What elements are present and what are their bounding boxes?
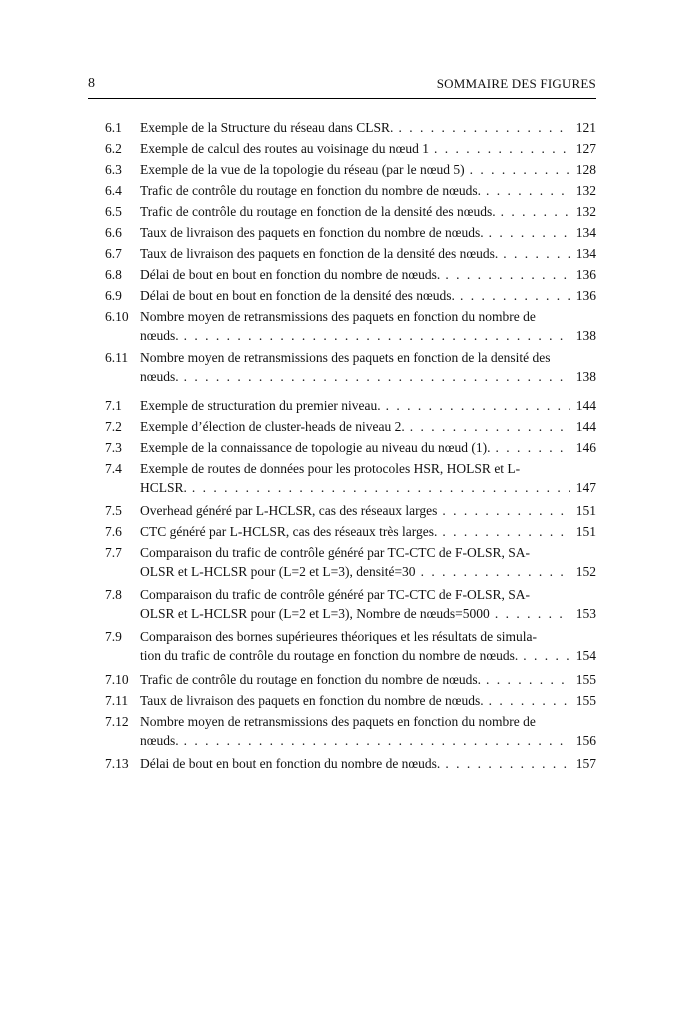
figure-caption: [140, 522, 596, 541]
dot-leader: [429, 139, 570, 158]
dot-leader: [440, 265, 569, 284]
dot-leader: [490, 604, 570, 623]
caption-line: Nombre moyen de retransmissions des paquets en fonction de la densité des: [140, 350, 551, 365]
figure-number: 6.1: [105, 120, 122, 135]
page-ref[interactable]: 151: [575, 503, 596, 518]
page-ref[interactable]: 132: [575, 183, 596, 198]
caption-line: Exemple de calcul des routes au voisinage du nœud 1: [140, 141, 430, 156]
caption-line: Taux de livraison des paquets en fonction de la densité des nœuds.: [140, 246, 499, 261]
figure-number: 7.4: [105, 461, 122, 476]
caption-line: Comparaison du trafic de contrôle généré par TC-CTC de F-OLSR, SA-: [140, 587, 531, 602]
caption-line: Trafic de contrôle du routage en fonction du nombre de nœuds.: [140, 672, 482, 687]
dot-leader: [481, 181, 570, 200]
figure-number: 6.11: [105, 350, 129, 365]
caption-line: Nombre moyen de retransmissions des paquets en fonction du nombre de: [140, 714, 536, 729]
dot-leader: [405, 417, 570, 436]
page-ref[interactable]: 156: [575, 733, 596, 748]
figure-caption: [140, 670, 596, 689]
figure-caption: [140, 202, 596, 221]
caption-line: Trafic de contrôle du routage en fonction de la densité des nœuds.: [140, 204, 496, 219]
page-ref[interactable]: 138: [575, 369, 596, 384]
caption-line: Délai de bout en bout en fonction de la densité des nœuds.: [140, 288, 455, 303]
figure-caption: [140, 459, 596, 497]
page-header: [88, 76, 596, 94]
dot-leader: [393, 118, 569, 137]
dot-leader: [381, 396, 570, 415]
figure-caption: [140, 417, 596, 436]
page-ref[interactable]: 146: [575, 440, 596, 455]
caption-line: nœuds.: [140, 733, 179, 748]
figure-caption: [140, 348, 596, 386]
page-ref[interactable]: 151: [575, 524, 596, 539]
figure-number: 7.6: [105, 524, 122, 539]
figure-caption: [140, 139, 596, 158]
dot-leader: [187, 478, 570, 497]
page-ref[interactable]: 138: [575, 328, 596, 343]
dot-leader: [465, 160, 570, 179]
dot-leader: [491, 438, 570, 457]
caption-line: HCLSR.: [140, 480, 187, 495]
page-ref[interactable]: 136: [575, 267, 596, 282]
figure-caption: [140, 160, 596, 179]
caption-line: Nombre moyen de retransmissions des paquets en fonction du nombre de: [140, 309, 536, 324]
figure-number: 7.12: [105, 714, 129, 729]
caption-line: Taux de livraison des paquets en fonction du nombre de nœuds.: [140, 693, 484, 708]
page-ref[interactable]: 144: [575, 398, 596, 413]
figure-caption: [140, 438, 596, 457]
figure-number: 7.3: [105, 440, 122, 455]
figure-number: 7.10: [105, 672, 129, 687]
figure-number: 7.9: [105, 629, 122, 644]
caption-line: Exemple de la Structure du réseau dans CLSR.: [140, 120, 394, 135]
caption-line: Comparaison du trafic de contrôle généré par TC-CTC de F-OLSR, SA-: [140, 545, 531, 560]
caption-line: Taux de livraison des paquets en fonction du nombre de nœuds.: [140, 225, 484, 240]
caption-line: Exemple de la vue de la topologie du réseau (par le nœud 5): [140, 162, 465, 177]
dot-leader: [179, 326, 570, 345]
caption-line: Comparaison des bornes supérieures théoriques et les résultats de simula-: [140, 629, 538, 644]
page-ref[interactable]: 136: [575, 288, 596, 303]
figure-caption: [140, 585, 596, 623]
page-ref[interactable]: 127: [575, 141, 596, 156]
figure-caption: [140, 543, 596, 581]
figure-caption: [140, 223, 596, 242]
caption-line: Trafic de contrôle du routage en fonction du nombre de nœuds.: [140, 183, 482, 198]
caption-line: Délai de bout en bout en fonction du nombre de nœuds.: [140, 267, 441, 282]
dot-leader: [179, 367, 570, 386]
page-ref[interactable]: 132: [575, 204, 596, 219]
figure-caption: [140, 712, 596, 750]
caption-line: tion du trafic de contrôle du routage en fonction du nombre de nœuds.: [140, 648, 519, 663]
page-ref[interactable]: 134: [575, 225, 596, 240]
figure-number: 7.11: [105, 693, 129, 708]
figure-caption: [140, 307, 596, 345]
figure-number: 6.7: [105, 246, 122, 261]
page-ref[interactable]: 147: [575, 480, 596, 495]
header-rule: [88, 98, 596, 99]
caption-line: OLSR et L-HCLSR pour (L=2 et L=3), densité=30: [140, 564, 416, 579]
dot-leader: [440, 754, 569, 773]
figure-caption: [140, 754, 596, 773]
figure-number: 6.10: [105, 309, 129, 324]
dot-leader: [496, 202, 570, 221]
page-ref[interactable]: 144: [575, 419, 596, 434]
figure-number: 7.7: [105, 545, 122, 560]
figure-caption: [140, 396, 596, 415]
page-ref[interactable]: 128: [575, 162, 596, 177]
caption-line: nœuds.: [140, 328, 179, 343]
dot-leader: [518, 646, 569, 665]
dot-leader: [484, 691, 570, 710]
page-ref[interactable]: 155: [575, 672, 596, 687]
page-ref[interactable]: 157: [575, 756, 596, 771]
caption-line: Exemple de routes de données pour les protocoles HSR, HOLSR et L-: [140, 461, 521, 476]
figure-number: 7.1: [105, 398, 122, 413]
figure-caption: [140, 244, 596, 263]
figure-number: 7.2: [105, 419, 122, 434]
figure-number: 6.2: [105, 141, 122, 156]
caption-line: CTC généré par L-HCLSR, cas des réseaux très larges.: [140, 524, 438, 539]
caption-line: Overhead généré par L-HCLSR, cas des réseaux larges: [140, 503, 438, 518]
page-ref[interactable]: 153: [575, 606, 596, 621]
figure-number: 6.4: [105, 183, 122, 198]
figure-number: 7.8: [105, 587, 122, 602]
caption-line: Exemple d’élection de cluster-heads de niveau 2.: [140, 419, 405, 434]
page-number: 8: [88, 76, 95, 91]
figure-number: 6.9: [105, 288, 122, 303]
page-ref[interactable]: 134: [575, 246, 596, 261]
figure-number: 6.3: [105, 162, 122, 177]
running-title: SOMMAIRE DES FIGURES: [436, 76, 596, 91]
figure-number: 6.6: [105, 225, 122, 240]
page-ref[interactable]: 155: [575, 693, 596, 708]
figure-caption: [140, 265, 596, 284]
caption-line: OLSR et L-HCLSR pour (L=2 et L=3), Nombre de nœuds=5000: [140, 606, 490, 621]
dot-leader: [498, 244, 570, 263]
figure-number: 6.5: [105, 204, 122, 219]
figure-caption: [140, 181, 596, 200]
figure-caption: [140, 627, 596, 665]
caption-line: Exemple de structuration du premier niveau.: [140, 398, 381, 413]
page-ref[interactable]: 121: [575, 120, 596, 135]
caption-line: Exemple de la connaissance de topologie au niveau du nœud (1).: [140, 440, 491, 455]
dot-leader: [179, 731, 570, 750]
figure-number: 6.8: [105, 267, 122, 282]
figure-number: 7.5: [105, 503, 122, 518]
figure-number: 7.13: [105, 756, 129, 771]
dot-leader: [437, 501, 569, 520]
page-ref[interactable]: 152: [575, 564, 596, 579]
figure-caption: [140, 691, 596, 710]
dot-leader: [455, 286, 570, 305]
figure-caption: [140, 118, 596, 137]
dot-leader: [484, 223, 570, 242]
figure-caption: [140, 286, 596, 305]
dot-leader: [481, 670, 570, 689]
caption-line: nœuds.: [140, 369, 179, 384]
figure-caption: [140, 501, 596, 520]
caption-line: Délai de bout en bout en fonction du nombre de nœuds.: [140, 756, 441, 771]
page-ref[interactable]: 154: [575, 648, 596, 663]
dot-leader: [437, 522, 569, 541]
dot-leader: [416, 562, 570, 581]
